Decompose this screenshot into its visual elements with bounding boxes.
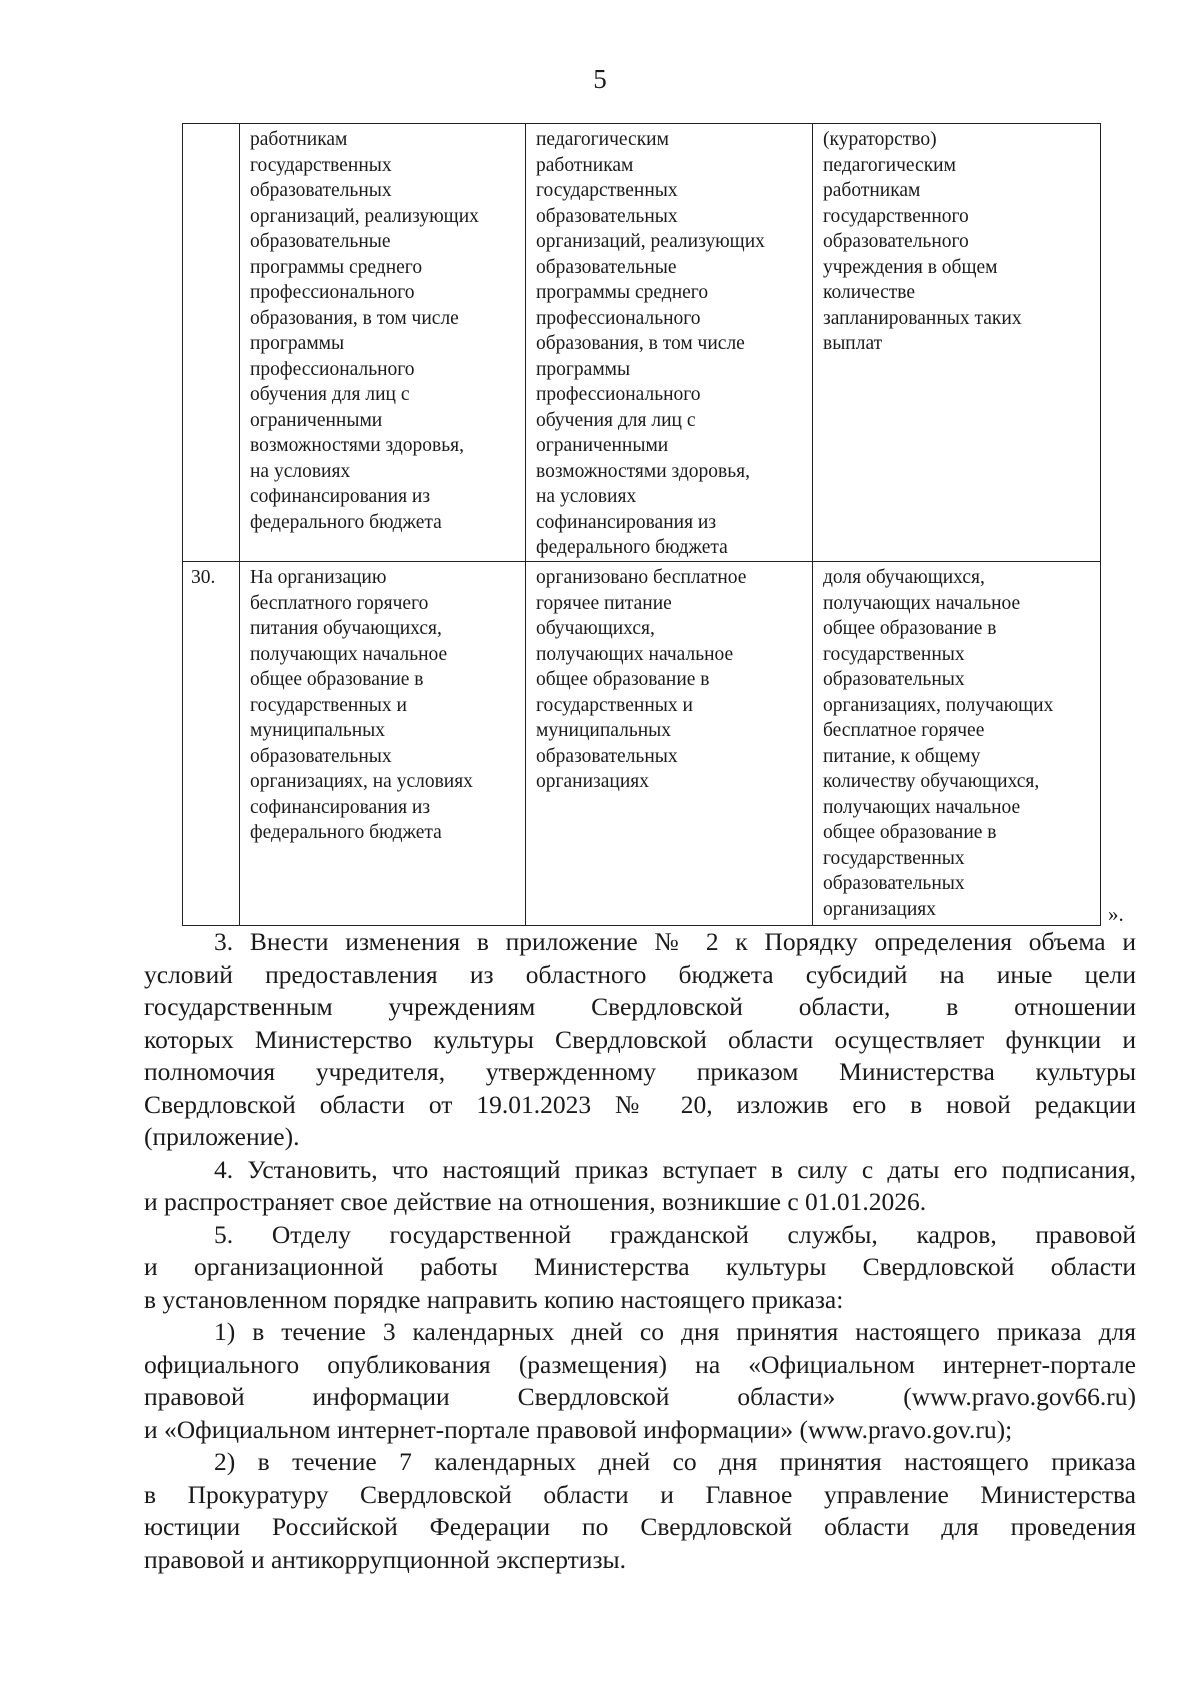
- indicators-table: [182, 123, 1101, 926]
- table-row: [183, 124, 1101, 562]
- indicator-cell: доля обучающихся, получающих начальное общее образование в государственных образовательных организациях, получающих бесплатное горячее питание, к общему количеству обучающихся, получающих начальное общее образование в государственных образовательных организациях: [813, 562, 1101, 926]
- result-cell: педагогическим работникам государственных образовательных организаций, реализующих образовательные программы среднего профессионального образования, в том числе программы профессионального обучения для лиц с ограниченными возможностями здоровья, на условиях софинансирования из федерального бюджета: [526, 124, 813, 562]
- text-line: официального опубликования (размещения) на «Официальном интернет-портале: [144, 1349, 1136, 1379]
- paragraph-p5-2: [144, 1446, 1136, 1576]
- text-line: и «Официальном интернет-портале правовой информации» (www.pravo.gov.ru);: [144, 1414, 1013, 1444]
- text-line: юстиции Российской Федерации по Свердловской области для проведения: [144, 1512, 1136, 1541]
- text-line: правовой информации Свердловской области» (www.pravo.gov66.ru): [144, 1382, 1136, 1411]
- closing-quote: ».: [1108, 902, 1124, 926]
- page-number: 5: [593, 64, 607, 94]
- paragraph-p5: [144, 1219, 1136, 1317]
- text-line: 1) в течение 3 календарных дней со дня принятия настоящего приказа для: [214, 1317, 1136, 1346]
- indicator-cell: (кураторство) педагогическим работникам государственного образовательного учреждения в общем количестве запланированных таких выплат: [813, 124, 1101, 562]
- subsidy-purpose-cell: На организацию бесплатного горячего питания обучающихся, получающих начальное общее образование в государственных и муниципальных образовательных организациях, на условиях софинансирования из федерального бюджета: [240, 562, 526, 926]
- text-line: государственным учреждениям Свердловской области, в отношении: [144, 992, 1136, 1021]
- row-number-cell: 30.: [183, 562, 240, 926]
- text-line: полномочия учредителя, утвержденному приказом Министерства культуры: [144, 1057, 1136, 1086]
- text-line: 4. Установить, что настоящий приказ вступает в силу с даты его подписания,: [214, 1154, 1136, 1184]
- text-line: которых Министерство культуры Свердловской области осуществляет функции и: [144, 1024, 1136, 1054]
- text-line: и распространяет свое действие на отношения, возникшие с 01.01.2026.: [144, 1187, 927, 1216]
- text-line: Свердловской области от 19.01.2023 № 20, изложив его в новой редакции: [144, 1089, 1136, 1119]
- text-line: 5. Отделу государственной гражданской службы, кадров, правовой: [214, 1219, 1136, 1249]
- text-line: условий предоставления из областного бюджета субсидий на иные цели: [144, 959, 1136, 989]
- text-line: и организационной работы Министерства культуры Свердловской области: [144, 1252, 1136, 1281]
- paragraph-p4: [144, 1154, 1136, 1219]
- paragraph-p3: [144, 926, 1136, 1154]
- text-line: в Прокуратуру Свердловской области и Главное управление Министерства: [144, 1479, 1136, 1509]
- text-line: 2) в течение 7 календарных дней со дня принятия настоящего приказа: [214, 1447, 1136, 1476]
- text-line: (приложение).: [144, 1122, 300, 1151]
- document-body: [144, 926, 1136, 1576]
- result-cell: организовано бесплатное горячее питание обучающихся, получающих начальное общее образование в государственных и муниципальных образовательных организациях: [526, 562, 813, 926]
- text-line: 3. Внести изменения в приложение № 2 к Порядку определения объема и: [214, 927, 1136, 956]
- row-number-cell: [183, 124, 240, 562]
- text-line: правовой и антикоррупционной экспертизы.: [144, 1544, 627, 1574]
- text-line: в установленном порядке направить копию настоящего приказа:: [144, 1284, 844, 1314]
- subsidy-purpose-cell: работникам государственных образовательных организаций, реализующих образовательные программы среднего профессионального образования, в том числе программы профессионального обучения для лиц с ограниченными возможностями здоровья, на условиях софинансирования из федерального бюджета: [240, 124, 526, 562]
- paragraph-p5-1: [144, 1316, 1136, 1446]
- table-row: [183, 562, 1101, 926]
